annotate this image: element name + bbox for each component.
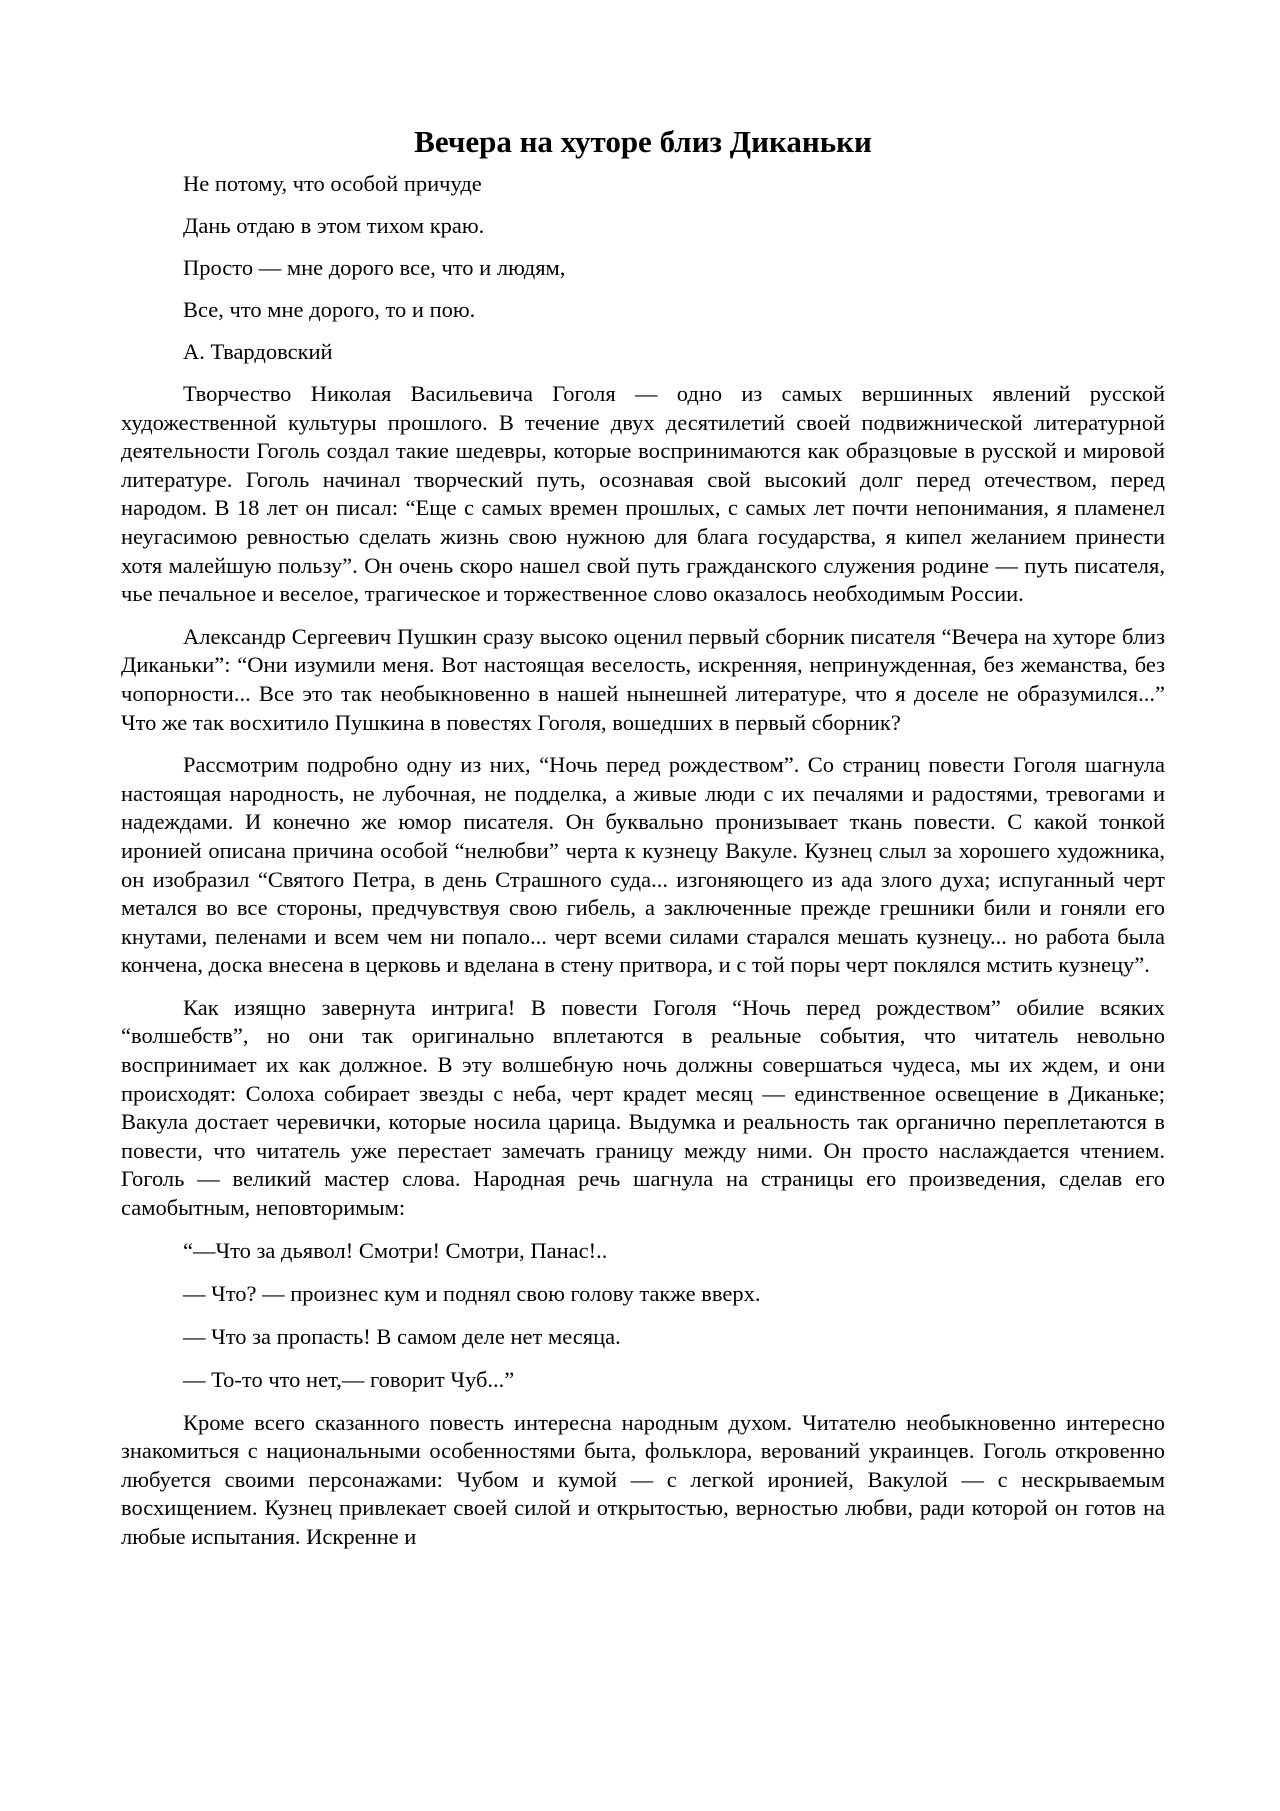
- epigraph-author: А. Твардовский: [183, 339, 333, 364]
- body-paragraph: Александр Сергеевич Пушкин сразу высоко оценил первый сборник писателя “Вечера на хуторе близ Диканьки”: “Они изумили меня. Вот настоящая веселость, искренняя, непринужденная, без жеманства, без чопорности... Все это так необыкновенно в нашей нынешней литературе, что я доселе не образумился...” Что же так восхитило Пушкина в повестях Гоголя, вошедших в первый сборник?: [121, 623, 1165, 735]
- epigraph-line: Все, что мне дорого, то и пою.: [183, 297, 476, 322]
- epigraph: [121, 170, 1165, 366]
- body-paragraph: Как изящно завернута интрига! В повести Гоголя “Ночь перед рождеством” обилие всяких “волшебств”, но они так оригинально вплетаются в реальные события, что читатель невольно воспринимает их как должное. В эту волшебную ночь должны совершаться чудеса, мы их ждем, и они происходят: Солоха собирает звезды с неба, черт крадет месяц — единственное освещение в Диканьке; Вакула достает черевички, которые носила царица. Выдумка и реальность так органично переплетаются в повести, что читатель уже перестает замечать границу между ними. Он просто наслаждается чтением. Гоголь — великий мастер слова. Народная речь шагнула на страницы его произведения, сделав его самобытным, неповторимым:: [121, 994, 1165, 1221]
- dialogue-line: — Что за пропасть! В самом деле нет месяца.: [183, 1323, 621, 1349]
- epigraph-line: Дань отдаю в этом тихом краю.: [183, 213, 485, 238]
- body-paragraph: Творчество Николая Васильевича Гоголя — одно из самых вершинных явлений русской художественной культуры прошлого. В течение двух десятилетий своей подвижнической литературной деятельности Гоголь создал такие шедевры, которые воспринимаются как образцовые в русской и мировой литературе. Гоголь начинал творческий путь, осознавая свой высокий долг перед отечеством, перед народом. В 18 лет он писал: “Еще с самых времен прошлых, с самых лет почти непонимания, я пламенел неугасимою ревностью сделать жизнь свою нужною для блага государства, я кипел желанием принести хотя малейшую пользу”. Он очень скоро нашел свой путь гражданского служения родине — путь писателя, чье печальное и веселое, трагическое и торжественное слово оказалось необходимым России.: [121, 381, 1165, 607]
- dialogue-quote: [121, 1237, 1165, 1394]
- dialogue-line: — Что? — произнес кум и поднял свою голову также вверх.: [183, 1280, 761, 1306]
- body-paragraph: Рассмотрим подробно одну из них, “Ночь перед рождеством”. Со страниц повести Гоголя шагнула настоящая народность, не лубочная, не подделка, а живые люди с их печалями и радостями, тревогами и надеждами. И конечно же юмор писателя. Он буквально пронизывает ткань повести. С какой тонкой иронией описана причина особой “нелюбви” черта к кузнецу Вакуле. Кузнец слыл за хорошего художника, он изобразил “Святого Петра, в день Страшного суда... изгоняющего из ада злого духа; испуганный черт метался во все стороны, предчувствуя свою гибель, а заключенные прежде грешники били и гоняли его кнутами, пеленами и всем чем ни попало... черт всеми силами старался мешать кузнецу... но работа была кончена, доска внесена в церковь и вделана в стену притвора, и с той поры черт поклялся мстить кузнецу”.: [121, 752, 1165, 978]
- epigraph-line: Не потому, что особой причуде: [183, 171, 482, 196]
- dialogue-line: “—Что за дьявол! Смотри! Смотри, Панас!..: [183, 1237, 608, 1263]
- document-content: [121, 122, 1165, 1566]
- epigraph-line: Просто — мне дорого все, что и людям,: [183, 255, 566, 280]
- dialogue-line: — То-то что нет,— говорит Чуб...”: [183, 1366, 515, 1392]
- body-paragraph: Кроме всего сказанного повесть интересна народным духом. Читателю необыкновенно интересно знакомиться с национальными особенностями быта, фольклора, верований украинцев. Гоголь откровенно любуется своими персонажами: Чубом и кумой — с легкой иронией, Вакулой — с нескрываемым восхищением. Кузнец привлекает своей силой и открытостью, верностью любви, ради которой он готов на любые испытания. Искренне и: [121, 1409, 1165, 1549]
- document-title: Вечера на хуторе близ Диканьки: [414, 124, 872, 159]
